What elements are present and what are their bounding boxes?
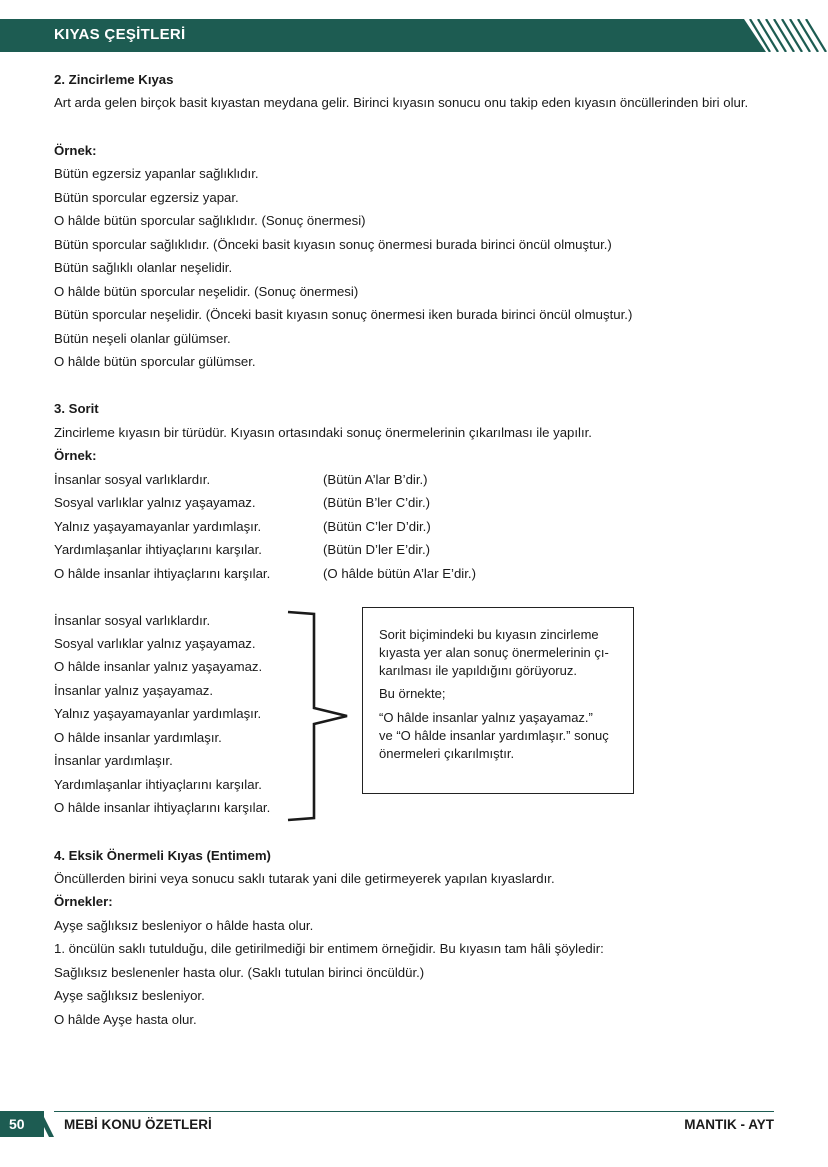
eksik-line: Ayşe sağlıksız besleniyor. (54, 988, 205, 1003)
curly-brace-icon (285, 608, 351, 826)
section-header-bar (0, 19, 828, 52)
sorit-chain-line: Sosyal varlıklar yalnız yaşayamaz. (54, 636, 256, 651)
sorit-premise: Yardımlaşanlar ihtiyaçlarını karşılar. (54, 542, 262, 557)
zincirleme-line: O hâlde bütün sporcular neşelidir. (Sonuç önermesi) (54, 284, 359, 299)
sorit-chain-line: O hâlde insanlar yalnız yaşayamaz. (54, 659, 263, 674)
note-line: Bu örnekte; (379, 686, 446, 701)
sorit-symbolic: (Bütün B’ler C’dir.) (323, 495, 430, 510)
note-line: önermeleri çıkarılmıştır. (379, 746, 515, 761)
zincirleme-line: Bütün sporcular sağlıklıdır. (Önceki basit kıyasın sonuç önermesi burada birinci öncül olmuştur.) (54, 237, 612, 252)
zincirleme-line: Bütün egzersiz yapanlar sağlıklıdır. (54, 166, 259, 181)
sorit-conclusion: O hâlde insanlar ihtiyaçlarını karşılar. (54, 566, 271, 581)
note-line: “O hâlde insanlar yalnız yaşayamaz.” (379, 710, 593, 725)
sorit-symbolic-conclusion: (O hâlde bütün A’lar E’dir.) (323, 566, 476, 581)
sorit-explanation-box (362, 607, 634, 794)
eksik-heading: 4. Eksik Önermeli Kıyas (Entimem) (54, 848, 271, 863)
zincirleme-example-label: Örnek: (54, 143, 97, 158)
note-line: Sorit biçimindeki bu kıyasın zincirleme (379, 627, 599, 642)
page-number: 50 (9, 1116, 25, 1132)
zincirleme-line: O hâlde bütün sporcular sağlıklıdır. (Sonuç önermesi) (54, 213, 366, 228)
footer-slash-decoration (36, 1111, 56, 1137)
sorit-premise: Sosyal varlıklar yalnız yaşayamaz. (54, 495, 256, 510)
footer-subject: MANTIK - AYT (684, 1117, 774, 1132)
eksik-line: Ayşe sağlıksız besleniyor o hâlde hasta olur. (54, 918, 314, 933)
zincirleme-line: Bütün sağlıklı olanlar neşelidir. (54, 260, 233, 275)
eksik-line: O hâlde Ayşe hasta olur. (54, 1012, 197, 1027)
eksik-example-label: Örnekler: (54, 894, 113, 909)
note-line: karılması ile yapıldığını görüyoruz. (379, 663, 577, 678)
eksik-line: 1. öncülün saklı tutulduğu, dile getirilmediği bir entimem örneğidir. Bu kıyasın tam hâli şöyledir: (54, 941, 604, 956)
zincirleme-heading: 2. Zincirleme Kıyas (54, 72, 174, 87)
note-line: kıyasta yer alan sonuç önermelerinin çı- (379, 645, 609, 660)
sorit-premise: İnsanlar sosyal varlıklardır. (54, 472, 211, 487)
sorit-chain-line: O hâlde insanlar ihtiyaçlarını karşılar. (54, 800, 271, 815)
sorit-chain-line: İnsanlar yardımlaşır. (54, 753, 173, 768)
sorit-chain-line: İnsanlar yalnız yaşayamaz. (54, 683, 214, 698)
sorit-heading: 3. Sorit (54, 401, 99, 416)
zincirleme-line: Bütün sporcular neşelidir. (Önceki basit kıyasın sonuç önermesi iken burada birinci öncül olmuştur.) (54, 307, 633, 322)
sorit-chain-line: Yardımlaşanlar ihtiyaçlarını karşılar. (54, 777, 262, 792)
eksik-description: Öncüllerden birini veya sonucu saklı tutarak yani dile getirmeyerek yapılan kıyaslardır. (54, 871, 555, 886)
sorit-description: Zincirleme kıyasın bir türüdür. Kıyasın ortasındaki sonuç önermelerinin çıkarılması ile yapılır. (54, 425, 592, 440)
zincirleme-line: Bütün sporcular egzersiz yapar. (54, 190, 239, 205)
zincirleme-line: Bütün neşeli olanlar gülümser. (54, 331, 231, 346)
sorit-chain-line: O hâlde insanlar yardımlaşır. (54, 730, 222, 745)
sorit-chain-line: İnsanlar sosyal varlıklardır. (54, 613, 211, 628)
note-line: ve “O hâlde insanlar yardımlaşır.” sonuç (379, 728, 609, 743)
sorit-symbolic: (Bütün C’ler D’dir.) (323, 519, 431, 534)
sorit-premise: Yalnız yaşayamayanlar yardımlaşır. (54, 519, 262, 534)
header-stripes-decoration (744, 19, 828, 52)
sorit-example-label: Örnek: (54, 448, 97, 463)
footer-rule (54, 1111, 774, 1112)
sorit-chain-line: Yalnız yaşayamayanlar yardımlaşır. (54, 706, 262, 721)
footer-series-title: MEBİ KONU ÖZETLERİ (64, 1117, 212, 1132)
sorit-symbolic: (Bütün A’lar B’dir.) (323, 472, 428, 487)
section-title: KIYAS ÇEŞİTLERİ (54, 26, 186, 43)
eksik-line: Sağlıksız beslenenler hasta olur. (Saklı tutulan birinci öncüldür.) (54, 965, 425, 980)
zincirleme-description: Art arda gelen birçok basit kıyastan meydana gelir. Birinci kıyasın sonucu onu takip eden kıyasın öncüllerinden biri olur. (54, 95, 749, 110)
zincirleme-line: O hâlde bütün sporcular gülümser. (54, 354, 256, 369)
sorit-symbolic: (Bütün D’ler E’dir.) (323, 542, 430, 557)
